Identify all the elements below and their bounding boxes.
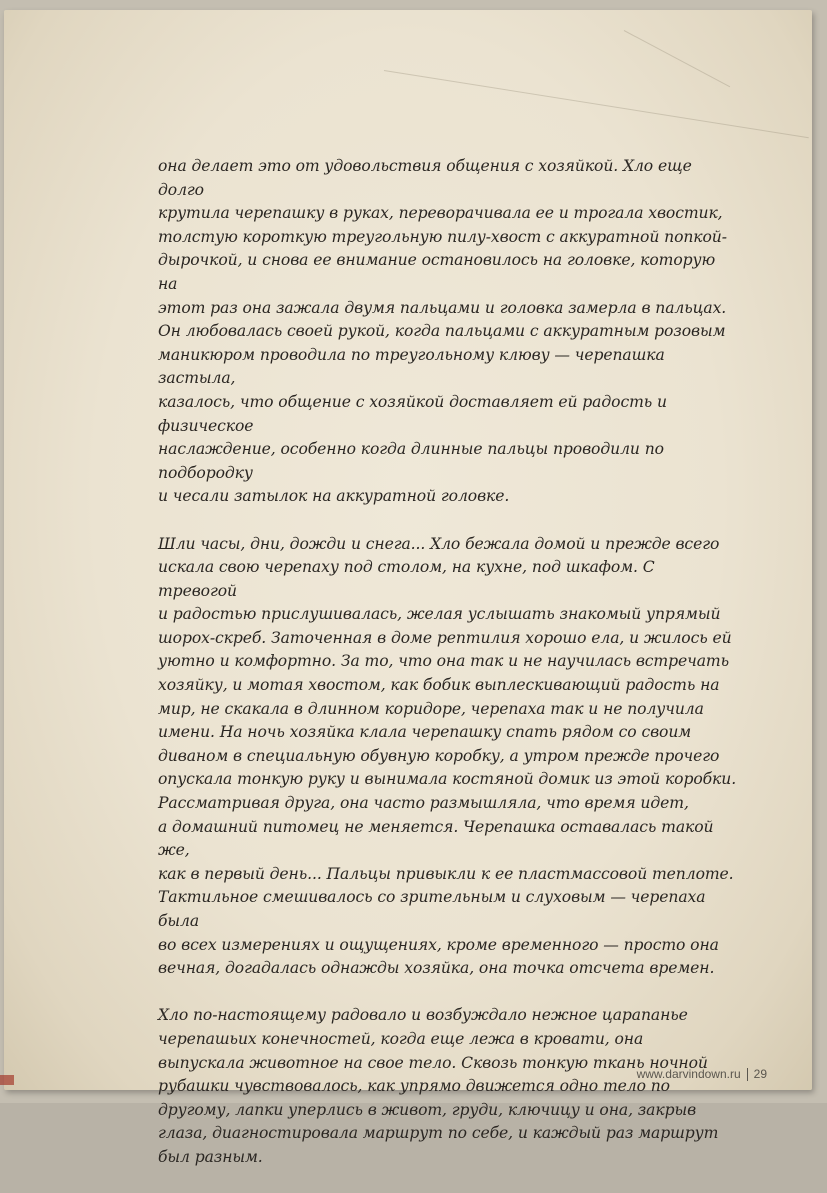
paragraph-3: Хло по-настоящему радовало и возбуждало нежное царапанье черепашьих конечностей, когда еще лежа в кровати, она выпускала животное на свое тело. Сквозь тонкую ткань ночной рубашки чувствовалось, как упрямо движется одно тело по другому, лапки уперлись в живот, груди, ключицу и она, закрыв глаза, диагностировала маршрут по себе, и каждый раз маршрут был разным.	[158, 1006, 719, 1166]
paper-crease	[624, 30, 730, 87]
paragraph-2: Шли часы, дни, дожди и снега... Хло бежала домой и прежде всего искала свою черепаху под столом, на кухне, под шкафом. С тревогой и радостью прислушивалась, желая услышать знакомый упрямый шорох-скреб. Заточенная в доме рептилия хорошо ела, и жилось ей уютно и комфортно. За то, что она так и не научилась встречать хозяйку, и мотая хвостом, как бобик выплескивающий радость на мир, не скакала в длинном коридоре, черепаха так и не получила имени. На ночь хозяйка клала черепашку спать рядом со своим диваном в специальную обувную коробку, а утром прежде прочего опускала тонкую руку и вынимала костяной домик из этой коробки. Рассматривая друга, она часто размышляла, что время идет, а домашний питомец не меняется. Черепашка оставалась такой же, как в первый день... Пальцы привыкли к ее пластмассовой теплоте. Тактильное смешивалось со зрительным и слуховым — черепаха была во всех измерениях и ощущениях, кроме временного — просто она вечная, догадалась однажды хозяйка, она точка отсчета времен.	[158, 534, 737, 978]
body-text	[158, 155, 738, 1193]
page-number: 29	[753, 1067, 767, 1081]
paper-crease	[384, 70, 809, 138]
corner-stain	[0, 1075, 14, 1085]
paragraph-1: она делает это от удовольствия общения с хозяйкой. Хло еще долго крутила черепашку в руках, переворачивала ее и трогала хвостик, толстую короткую треугольную пилу-хвост с аккуратной попкой- дырочкой, и снова ее внимание остановилось на головке, которую на этот раз она зажала двумя пальцами и головка замерла в пальцах. Он любовалась своей рукой, когда пальцами с аккуратным розовым маникюром проводила по треугольному клюву — черепашка застыла, казалось, что общение с хозяйкой доставляет ей радость и физическое наслаждение, особенно когда длинные пальцы проводили по подбородку и чесали затылок на аккуратной головке.	[158, 157, 727, 506]
footer-separator	[747, 1068, 748, 1081]
footer-site-link[interactable]: www.darvindown.ru	[636, 1067, 741, 1081]
page-footer	[637, 1067, 767, 1081]
